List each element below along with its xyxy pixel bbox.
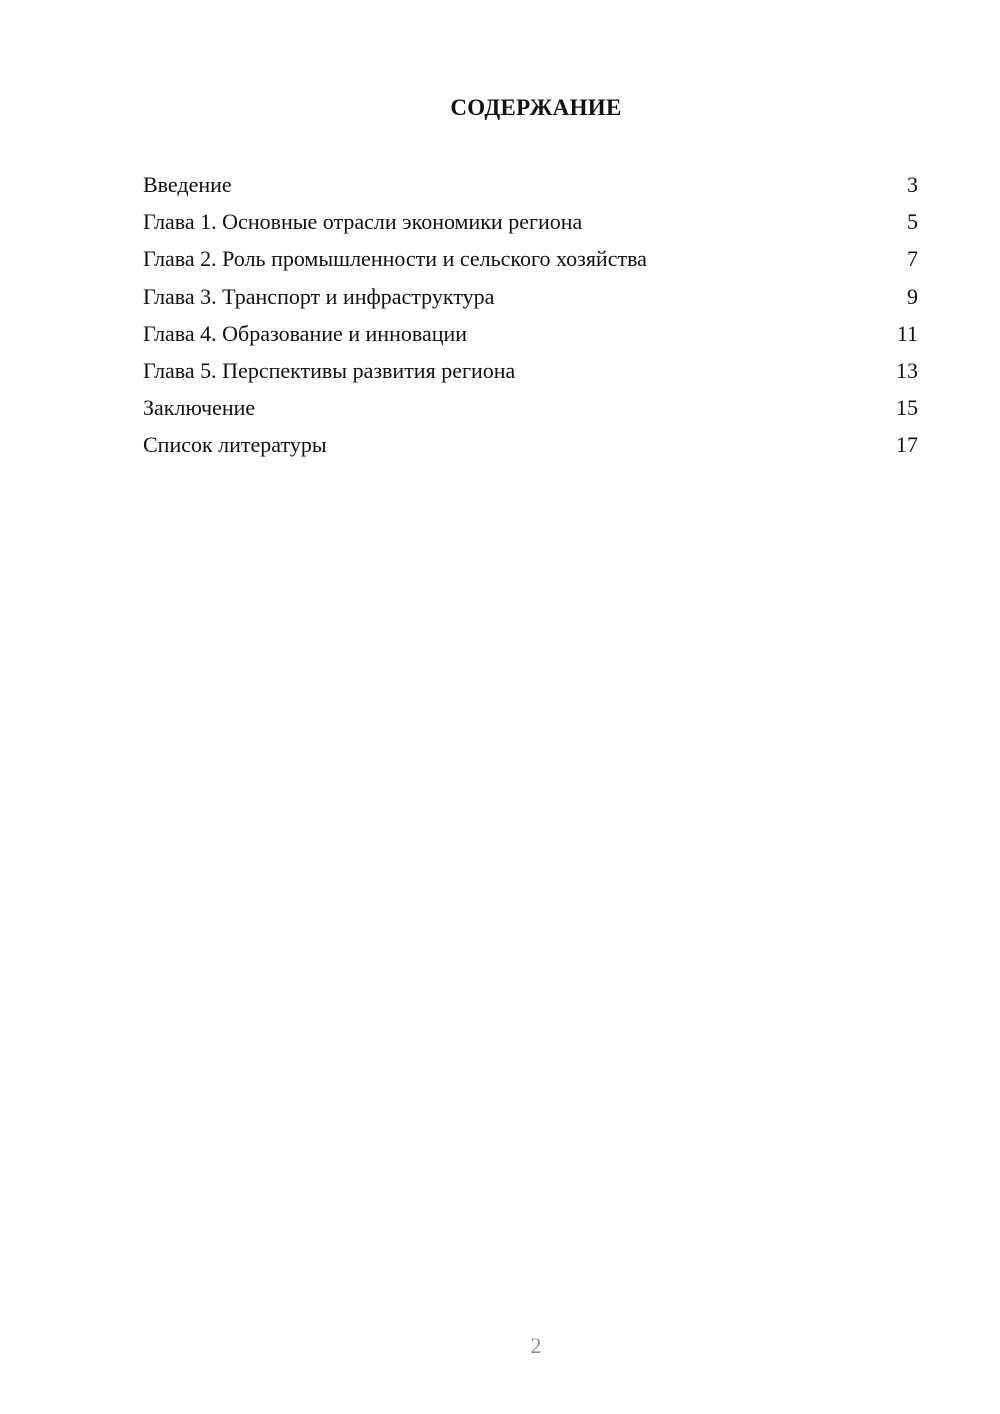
toc-entry xyxy=(143,170,918,207)
toc-entry-label: Глава 3. Транспорт и инфраструктура xyxy=(143,283,495,309)
toc-entry xyxy=(143,393,918,430)
toc-entry-page: 7 xyxy=(907,246,918,272)
toc-entry-page: 9 xyxy=(907,283,918,309)
toc-entry xyxy=(143,282,918,319)
toc-entry-label: Глава 4. Образование и инновации xyxy=(143,320,468,346)
toc-entry-page: 11 xyxy=(896,320,918,346)
toc-entry-label: Глава 5. Перспективы развития региона xyxy=(143,357,516,383)
toc-entry xyxy=(143,319,918,356)
toc-entry-page: 3 xyxy=(907,172,918,197)
toc-entry-page: 5 xyxy=(907,209,918,235)
toc-entry xyxy=(143,244,918,281)
toc-entry xyxy=(143,207,918,244)
toc-entry xyxy=(143,356,918,393)
toc-entry-label: Глава 1. Основные отрасли экономики региона xyxy=(143,209,583,235)
toc-entry-page: 13 xyxy=(896,357,918,383)
page-number: 2 xyxy=(530,1333,542,1358)
toc-entry-label: Список литературы xyxy=(143,432,327,458)
toc-entry-label: Глава 2. Роль промышленности и сельского хозяйства xyxy=(143,246,647,272)
toc-entry-label: Заключение xyxy=(143,395,256,421)
page-title: СОДЕРЖАНИЕ xyxy=(450,95,622,120)
table-of-contents xyxy=(143,170,918,468)
toc-entry xyxy=(143,430,918,467)
toc-entry-label: Введение xyxy=(143,172,232,197)
toc-entry-page: 15 xyxy=(896,395,918,421)
toc-entry-page: 17 xyxy=(896,432,918,458)
